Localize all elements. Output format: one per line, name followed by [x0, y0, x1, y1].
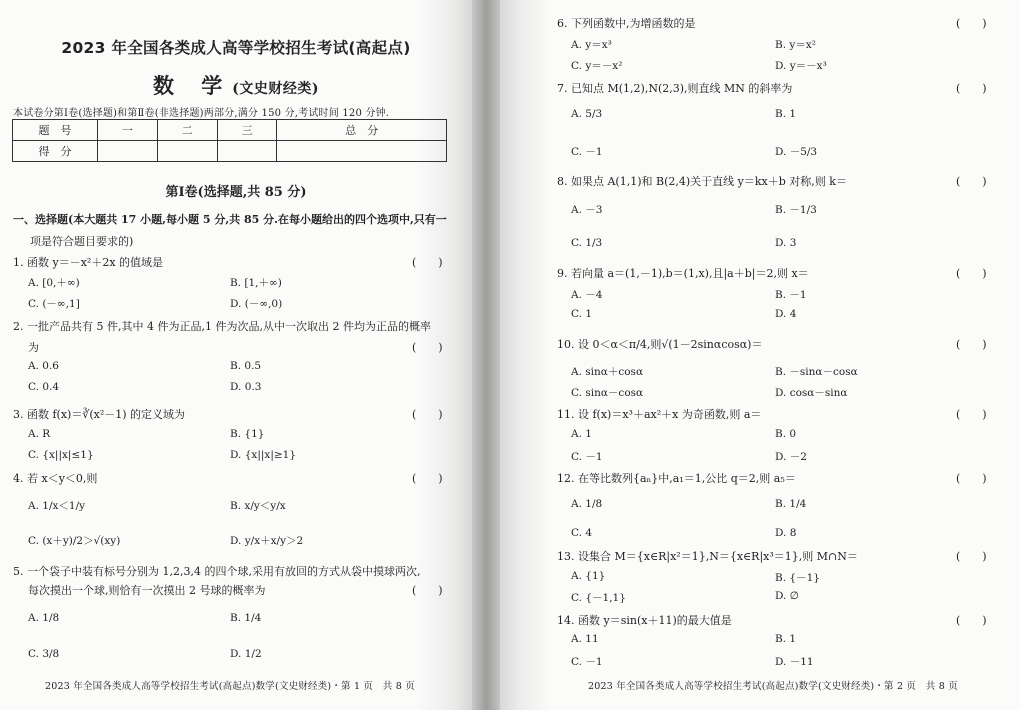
- option-d: D. y/x＋x/y＞2: [230, 535, 304, 547]
- score-cell: 总 分: [277, 120, 447, 141]
- question-5-stem: 5. 一个袋子中装有标号分别为 1,2,3,4 的四个球,采用有放回的方式从袋中摸球两次,: [13, 565, 421, 578]
- question-6-stem: 6. 下列函数中,为增函数的是: [557, 17, 696, 30]
- option-c: C. －1: [571, 451, 603, 463]
- option-c: C. (－∞,1]: [28, 298, 80, 310]
- score-cell: 三: [217, 120, 277, 141]
- option-c: C. 1: [571, 308, 593, 320]
- option-a: A. R: [28, 428, 51, 440]
- exam-page-1: [0, 0, 472, 710]
- answer-paren: ( ): [956, 614, 987, 627]
- option-b: B. {1}: [230, 428, 265, 440]
- answer-paren: ( ): [412, 256, 443, 269]
- option-b: B. －1/3: [775, 204, 817, 216]
- question-2-stem: 2. 一批产品共有 5 件,其中 4 件为正品,1 件为次品,从中一次取出 2 件均为正品的概率: [13, 320, 431, 333]
- option-a: A. 11: [571, 633, 599, 645]
- exam-page-2: [500, 0, 1020, 710]
- exam-instructions: 本试卷分第Ⅰ卷(选择题)和第Ⅱ卷(非选择题)两部分,满分 150 分,考试时间 120 分钟.: [13, 108, 390, 119]
- option-a: A. －4: [571, 289, 603, 301]
- answer-paren: ( ): [956, 550, 987, 563]
- option-d: D. －5/3: [775, 146, 818, 158]
- subject-subtitle: (文史财经类): [232, 81, 320, 97]
- question-1-stem: 1. 函数 y＝－x²＋2x 的值域是: [13, 256, 164, 269]
- section-instruction: 一、选择题(本大题共 17 小题,每小题 5 分,共 85 分.在每小题给出的四个选项中,只有一: [13, 213, 447, 226]
- question-10-stem: 10. 设 0＜α＜π/4,则√(1－2sinαcosα)＝: [557, 338, 763, 351]
- score-table-score-row: [13, 141, 447, 162]
- option-b: B. 1/4: [775, 498, 807, 510]
- option-c: C. －1: [571, 656, 603, 668]
- option-c: C. 1/3: [571, 237, 603, 249]
- option-a: A. 1/8: [571, 498, 603, 510]
- answer-paren: ( ): [956, 17, 987, 30]
- question-11-stem: 11. 设 f(x)＝x³＋ax²＋x 为奇函数,则 a＝: [557, 408, 762, 421]
- answer-paren: ( ): [956, 338, 987, 351]
- option-b: B. y＝x²: [775, 39, 816, 51]
- option-b: B. 1: [775, 108, 797, 120]
- answer-paren: ( ): [412, 472, 443, 485]
- option-b: B. x/y＜y/x: [230, 500, 286, 512]
- question-3-stem: 3. 函数 f(x)＝∛(x²－1) 的定义域为: [13, 408, 186, 421]
- option-d: D. 3: [775, 237, 797, 249]
- question-13-stem: 13. 设集合 M＝{x∈R|x²＝1},N＝{x∈R|x³＝1},则 M∩N＝: [557, 550, 858, 563]
- score-cell: 得 分: [13, 141, 98, 162]
- option-d: D. y＝－x³: [775, 60, 827, 72]
- option-a: A. [0,＋∞): [28, 277, 80, 289]
- answer-paren: ( ): [956, 175, 987, 188]
- score-cell: [277, 141, 447, 162]
- page-footer: 2023 年全国各类成人高等学校招生考试(高起点)数学(文史财经类)・第 2 页 共 8 页: [588, 681, 958, 692]
- question-9-stem: 9. 若向量 a＝(1,－1),b＝(1,x),且|a＋b|＝2,则 x＝: [557, 267, 809, 280]
- option-c: C. y＝－x²: [571, 60, 623, 72]
- question-2-stem-cont: 为: [28, 341, 39, 354]
- score-cell: 一: [98, 120, 158, 141]
- subject-heading: [0, 70, 472, 100]
- score-table-header-row: [13, 120, 447, 141]
- score-cell: 二: [157, 120, 217, 141]
- question-12-stem: 12. 在等比数列{aₙ}中,a₁＝1,公比 q＝2,则 a₅＝: [557, 472, 796, 485]
- question-14-stem: 14. 函数 y＝sin(x＋11)的最大值是: [557, 614, 732, 627]
- option-b: B. 1: [775, 633, 797, 645]
- option-d: D. 8: [775, 527, 797, 539]
- option-d: D. －11: [775, 656, 814, 668]
- option-b: B. 1/4: [230, 612, 262, 624]
- answer-paren: ( ): [956, 267, 987, 280]
- question-7-stem: 7. 已知点 M(1,2),N(2,3),则直线 MN 的斜率为: [557, 82, 793, 95]
- part-heading: 第Ⅰ卷(选择题,共 85 分): [165, 185, 307, 200]
- option-b: B. [1,＋∞): [230, 277, 282, 289]
- option-b: B. 0.5: [230, 360, 262, 372]
- answer-paren: ( ): [956, 472, 987, 485]
- option-b: B. －1: [775, 289, 807, 301]
- option-a: A. －3: [571, 204, 603, 216]
- option-b: B. {－1}: [775, 572, 820, 584]
- option-c: C. 3/8: [28, 648, 60, 660]
- option-c: C. {－1,1}: [571, 592, 626, 604]
- option-d: D. (－∞,0): [230, 298, 283, 310]
- option-d: D. ∅: [775, 590, 799, 602]
- answer-paren: ( ): [956, 82, 987, 95]
- exam-title: 2023 年全国各类成人高等学校招生考试(高起点): [61, 39, 411, 57]
- option-a: A. 1/8: [28, 612, 60, 624]
- book-gutter: [472, 0, 500, 710]
- option-d: D. 4: [775, 308, 797, 320]
- option-d: D. 1/2: [230, 648, 262, 660]
- option-c: C. sinα－cosα: [571, 387, 644, 399]
- option-c: C. －1: [571, 146, 603, 158]
- option-a: A. sinα＋cosα: [571, 366, 644, 378]
- answer-paren: ( ): [412, 341, 443, 354]
- option-d: D. cosα－sinα: [775, 387, 848, 399]
- subject-name: 数 学: [152, 73, 233, 98]
- option-a: A. 5/3: [571, 108, 603, 120]
- score-cell: [217, 141, 277, 162]
- question-4-stem: 4. 若 x＜y＜0,则: [13, 472, 98, 485]
- option-c: C. 4: [571, 527, 593, 539]
- option-d: D. －2: [775, 451, 807, 463]
- answer-paren: ( ): [412, 408, 443, 421]
- option-a: A. {1}: [571, 570, 606, 582]
- option-a: A. 0.6: [28, 360, 59, 372]
- score-cell: 题 号: [13, 120, 98, 141]
- option-a: A. 1: [571, 428, 592, 440]
- option-a: A. y＝x³: [571, 39, 612, 51]
- score-cell: [157, 141, 217, 162]
- option-a: A. 1/x＜1/y: [28, 500, 86, 512]
- answer-paren: ( ): [956, 408, 987, 421]
- answer-paren: ( ): [412, 584, 443, 597]
- score-table: [12, 119, 447, 162]
- question-8-stem: 8. 如果点 A(1,1)和 B(2,4)关于直线 y＝kx＋b 对称,则 k＝: [557, 175, 847, 188]
- score-cell: [98, 141, 158, 162]
- option-b: B. －sinα－cosα: [775, 366, 858, 378]
- page-footer: 2023 年全国各类成人高等学校招生考试(高起点)数学(文史财经类)・第 1 页 共 8 页: [45, 681, 415, 692]
- option-d: D. 0.3: [230, 381, 262, 393]
- question-5-stem-cont: 每次摸出一个球,则恰有一次摸出 2 号球的概率为: [28, 584, 266, 597]
- option-c: C. (x＋y)/2＞√(xy): [28, 535, 121, 547]
- option-b: B. 0: [775, 428, 797, 440]
- section-instruction-cont: 项是符合题目要求的): [30, 235, 134, 248]
- option-d: D. {x||x|≥1}: [230, 449, 297, 461]
- option-c: C. 0.4: [28, 381, 60, 393]
- option-c: C. {x||x|≤1}: [28, 449, 94, 461]
